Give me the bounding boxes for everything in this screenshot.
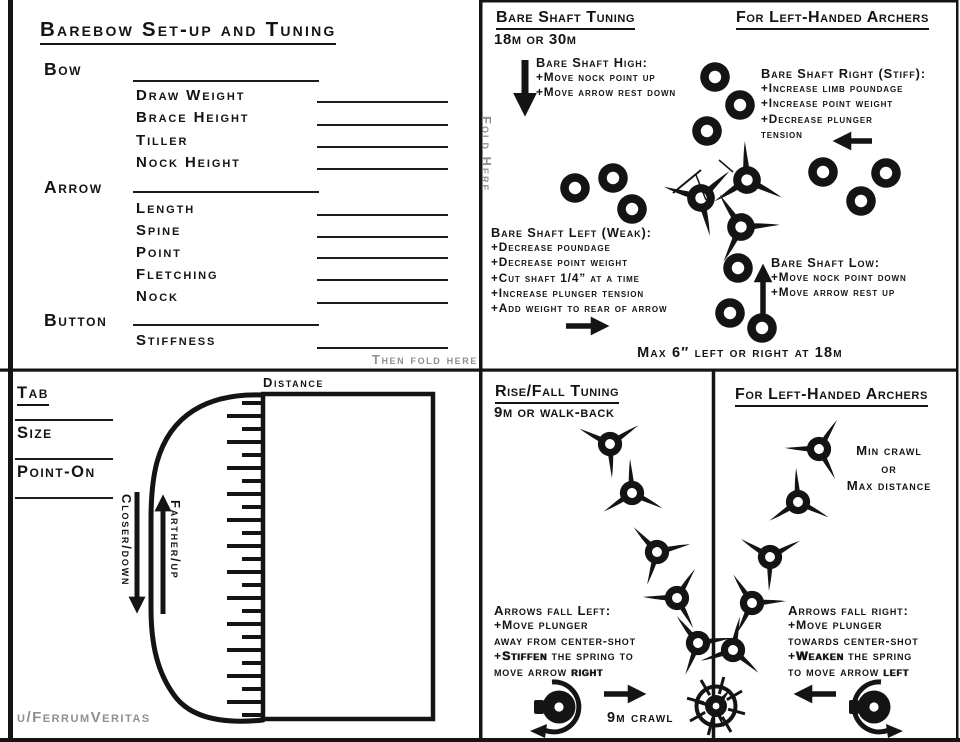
bare-shaft-hole-icon [871, 158, 901, 188]
left-handed-note-bottom [735, 386, 928, 404]
form-label: Length [136, 200, 196, 217]
bare-shaft-tuning-subtitle: 18m or 30m [494, 31, 577, 48]
distance-card [263, 394, 433, 719]
instruction-line: +Decrease poundage [491, 240, 611, 255]
instruction-line: Max distance [846, 478, 932, 493]
form-label: Button [44, 310, 108, 330]
rise-fall-tuning-title [495, 383, 619, 401]
instruction-lines [491, 240, 667, 316]
instruction-heading: Arrows fall right: [788, 603, 909, 618]
left-handed-note-top [736, 9, 929, 27]
top-page-edge [480, 0, 958, 3]
instruction-line: +Move plunger [788, 618, 883, 633]
size-blank-line [15, 458, 113, 460]
bare-shaft-tuning-title-text: Bare Shaft Tuning [496, 9, 635, 30]
tab-blank-line [15, 419, 113, 421]
form-label: Bow [44, 59, 83, 79]
form-blank-line [317, 124, 448, 126]
instruction-line: move arrow right [494, 664, 604, 679]
instruction-line: +Decrease plunger [761, 111, 873, 126]
instruction-line: +Move arrow rest up [771, 285, 896, 300]
page-title [40, 18, 336, 42]
form-blank-line [317, 347, 448, 349]
bare-shaft-hole-icon [725, 90, 755, 120]
rise-fall-subtitle: 9m or walk-back [494, 404, 615, 421]
bare-shaft-hole-icon [598, 163, 628, 193]
instruction-line: away from center-shot [494, 633, 636, 648]
fletched-hole-icon [708, 138, 784, 205]
instruction-line: +Cut shaft 1/4” at a time [491, 270, 640, 285]
form-blank-line [317, 214, 448, 216]
instruction-heading: Arrows fall Left: [494, 603, 611, 618]
instruction-line: +Increase limb poundage [761, 81, 904, 96]
instruction-lines [536, 70, 676, 100]
instruction-line: Min crawl [856, 443, 922, 458]
form-label: Brace Height [136, 109, 250, 126]
instruction-lines [788, 618, 919, 680]
instruction-line: +Weaken the spring [788, 649, 913, 664]
instruction-heading: Bare Shaft Low: [771, 255, 880, 270]
then-fold-here-note: Then fold here [371, 352, 478, 367]
instruction-line: +Stiffen the spring to [494, 649, 634, 664]
bare-shaft-hole-icon [808, 157, 838, 187]
form-label: Nock Height [136, 154, 241, 171]
instruction-lines [494, 618, 636, 680]
form-blank-line [317, 168, 448, 170]
tab-label-text: Tab [17, 384, 49, 406]
form-label: Nock [136, 288, 179, 305]
instruction-heading: Bare Shaft Right (Stiff): [761, 66, 926, 81]
bare-shaft-hole-icon [692, 116, 722, 146]
instruction-line: towards center-shot [788, 633, 919, 648]
bare-shaft-hole-icon [715, 298, 745, 328]
fletched-holes-cluster [660, 138, 784, 264]
form-blank-line [317, 236, 448, 238]
tab-label [17, 384, 49, 403]
instruction-line: +Move nock point up [536, 70, 656, 85]
closer-down-label: Closer/down [119, 494, 134, 587]
bare-shaft-right-block [761, 66, 926, 142]
form-blank-line [133, 191, 319, 193]
instruction-lines [771, 270, 907, 300]
instruction-line: +Add weight to rear of arrow [491, 301, 668, 316]
form-label: Draw Weight [136, 87, 246, 104]
plunger-weaken-icon [849, 682, 903, 738]
form-label: Fletching [136, 266, 219, 283]
rise-fall-tuning-title-text: Rise/Fall Tuning [495, 383, 619, 404]
instruction-lines [761, 81, 926, 142]
bare-shaft-hole-icon [560, 173, 590, 203]
min-crawl-note [818, 442, 960, 495]
instruction-line: +Decrease point weight [491, 255, 628, 270]
left-handed-note-bottom-text: For Left-Handed Archers [735, 386, 928, 407]
instruction-heading: Bare Shaft High: [536, 55, 648, 70]
fletched-hole-icon [598, 456, 664, 515]
point-on-label: Point-On [17, 463, 96, 481]
horizontal-fold-line [0, 369, 958, 372]
bare-shaft-tuning-title [496, 9, 635, 27]
crawl-label: 9m crawl [607, 710, 674, 726]
fletched-hole-icon [716, 188, 783, 264]
bare-shaft-hole-icon [700, 62, 730, 92]
bare-shaft-hole-icon [723, 253, 753, 283]
bare-shaft-left-block [491, 225, 667, 316]
bare-shaft-high-block [536, 55, 676, 101]
fletched-hole-icon [630, 513, 698, 586]
distance-label: Distance [263, 375, 325, 390]
bare-shaft-hole-icon [617, 194, 647, 224]
form-blank-line [133, 80, 319, 82]
fold-here-note: Fold Here [479, 116, 494, 193]
instruction-heading: Bare Shaft Left (Weak): [491, 225, 652, 240]
form-blank-line [317, 257, 448, 259]
left-handed-note-top-text: For Left-Handed Archers [736, 9, 929, 30]
point-on-blank-line [15, 497, 113, 499]
arrows-fall-left-block [494, 603, 636, 680]
instruction-line: +Move plunger [494, 618, 589, 633]
form-label: Point [136, 244, 182, 261]
form-blank-line [133, 324, 319, 326]
instruction-line: +Move nock point down [771, 270, 907, 285]
form-label: Arrow [44, 177, 103, 197]
instruction-line: +Move arrow rest down [536, 85, 677, 100]
instruction-line: or [881, 460, 897, 476]
arrows-fall-right-block [788, 603, 919, 680]
form-blank-line [317, 302, 448, 304]
credit: u/FerrumVeritas [17, 709, 151, 726]
instruction-line: +Increase point weight [761, 96, 894, 111]
target-center-icon [687, 677, 745, 735]
max-drift-note: Max 6″ left or right at 18m [637, 345, 843, 361]
fletched-hole-icon [738, 513, 815, 593]
instruction-line: tension [761, 126, 803, 141]
form-label: Stiffness [136, 332, 217, 349]
form-blank-line [317, 146, 448, 148]
instruction-line: +Increase plunger tension [491, 285, 645, 300]
form-label: Tiller [136, 132, 189, 149]
bare-shaft-hole-icon [747, 313, 777, 343]
size-label: Size [17, 424, 53, 442]
form-blank-line [317, 279, 448, 281]
farther-up-label: Farther/up [168, 500, 183, 580]
crawl-ruler-ticks [227, 403, 263, 715]
instruction-line: to move arrow left [788, 664, 909, 679]
form-label: Spine [136, 222, 182, 239]
page-title-text: Barebow Set-up and Tuning [40, 18, 336, 45]
bare-shaft-hole-icon [846, 186, 876, 216]
bare-shaft-low-block [771, 255, 907, 301]
plunger-stiffen-icon [530, 682, 579, 738]
form-blank-line [317, 101, 448, 103]
